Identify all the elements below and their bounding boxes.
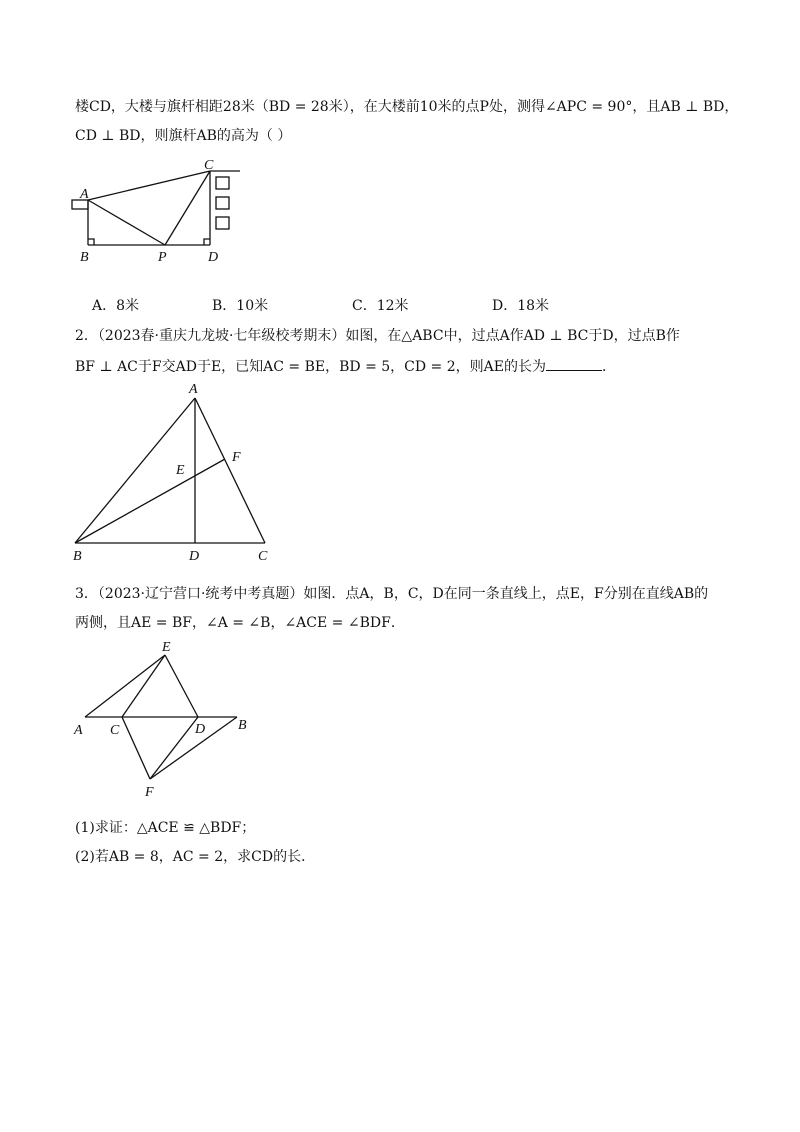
q1-option-a: A．8米	[92, 298, 140, 314]
q2-label-d: D	[189, 549, 200, 564]
q1-segment-ap	[88, 200, 165, 245]
q2-label-e: E	[176, 463, 185, 478]
q2-label-f: F	[232, 450, 241, 465]
q1-segment-pc	[165, 171, 210, 245]
q1-right-angle-b	[88, 239, 94, 245]
q1-segment-ac	[88, 171, 210, 200]
q3-label-b: B	[238, 718, 247, 733]
q2-text-line2-main: BF ⊥ AC于F交AD于E，已知AC = BE，BD = 5，CD = 2，则AE的长为	[75, 359, 546, 375]
q3-label-d: D	[195, 722, 206, 737]
q2-answer-blank[interactable]	[546, 356, 602, 371]
q2-label-b: B	[73, 549, 82, 564]
q1-text-line1: 楼CD，大楼与旗杆相距28米（BD = 28米），在大楼前10米的点P处，测得∠APC = 90°，且AB ⊥ BD，	[75, 99, 739, 115]
q3-subquestion-2: (2)若AB = 8，AC = 2，求CD的长．	[75, 849, 316, 865]
q2-text-line1: 2．（2023春·重庆九龙坡·七年级校考期末）如图，在△ABC中，过点A作AD ⊥ BC于D，过点B作	[75, 328, 680, 344]
q3-label-e: E	[162, 640, 171, 655]
q3-label-f: F	[145, 785, 154, 800]
q1-label-d: D	[208, 250, 219, 265]
q1-text-line2: CD ⊥ BD，则旗杆AB的高为（ ）	[75, 128, 292, 144]
q2-segment-bf	[75, 459, 225, 543]
q3-label-a: A	[74, 723, 83, 738]
q3-segment-ae	[85, 655, 165, 717]
q2-text-line2-end: ．	[601, 359, 616, 375]
q1-label-p: P	[158, 250, 167, 265]
q3-text-line1: 3．（2023·辽宁营口·统考中考真题）如图．点A，B，C，D在同一条直线上，点E，F分别在直线AB的	[75, 586, 709, 602]
q2-label-c: C	[258, 549, 268, 564]
q3-text-line2: 两侧，且AE = BF，∠A = ∠B，∠ACE = ∠BDF．	[75, 615, 405, 631]
q1-label-b: B	[80, 250, 89, 265]
q3-figure	[85, 655, 237, 779]
q3-subquestion-1: (1)求证：△ACE ≌ △BDF；	[75, 820, 256, 836]
q3-segment-ed	[165, 655, 198, 717]
q1-label-a: A	[80, 187, 89, 202]
q2-label-a: A	[189, 382, 198, 397]
q1-option-b: B．10米	[212, 298, 269, 314]
q3-segment-cf	[122, 717, 150, 779]
q1-window	[216, 217, 229, 229]
q3-label-c: C	[110, 723, 120, 738]
q1-window	[216, 177, 229, 189]
q1-label-c: C	[204, 158, 214, 173]
q3-segment-bf	[150, 717, 237, 779]
q2-text-line2	[75, 356, 616, 377]
q3-segment-df	[150, 717, 198, 779]
q3-segment-ce	[122, 655, 165, 717]
q2-figure	[75, 398, 265, 543]
q1-option-c: C．12米	[352, 298, 409, 314]
q1-option-d: D．18米	[492, 298, 550, 314]
q1-window	[216, 197, 229, 209]
q1-right-angle-d	[204, 239, 210, 245]
